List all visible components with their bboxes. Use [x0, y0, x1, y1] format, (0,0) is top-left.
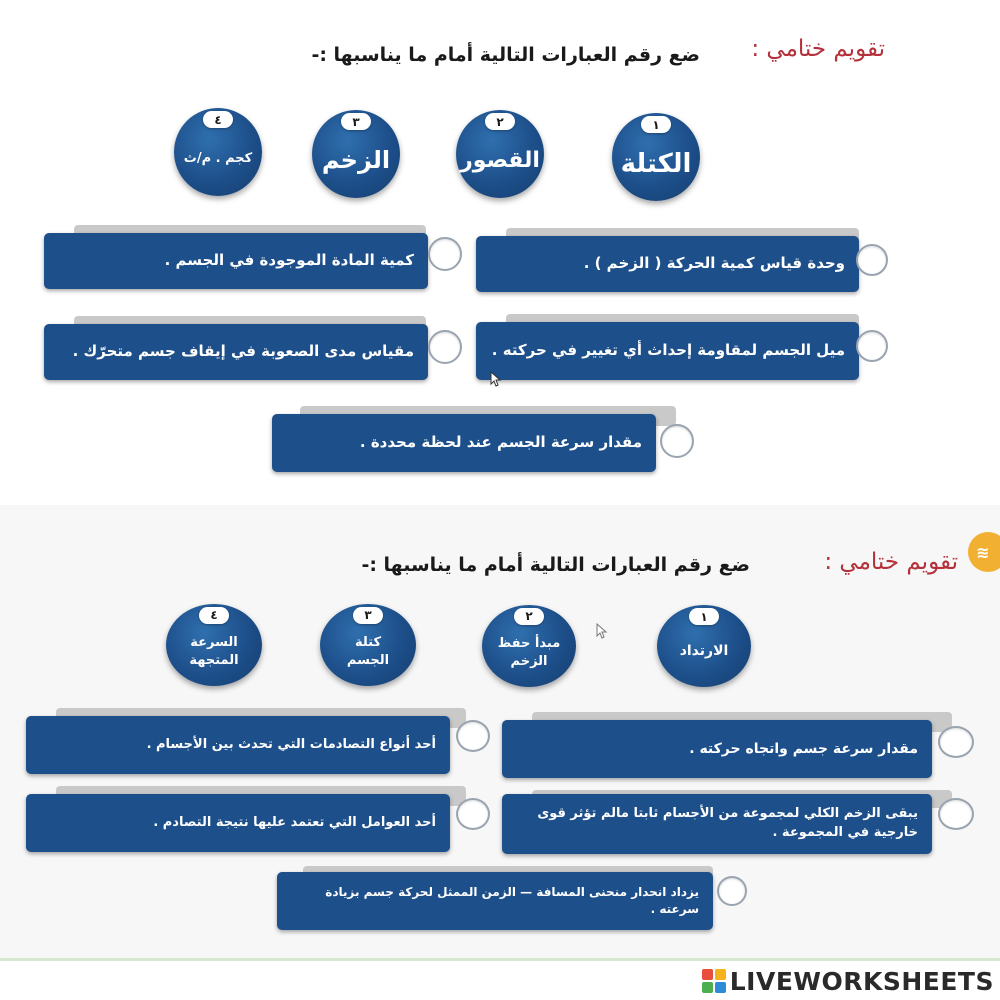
term-label: الزخم	[321, 146, 391, 174]
term-circle-3	[312, 110, 400, 198]
answer-input[interactable]	[938, 726, 974, 758]
section2-label: تقويم ختامي :	[824, 549, 958, 575]
statement-card	[476, 314, 886, 382]
section2-instruction: ضع رقم العبارات التالية أمام ما يناسبها :-	[361, 554, 750, 576]
statement-text: ميل الجسم لمقاومة إحداث أي تغيير في حركته .	[476, 322, 859, 380]
answer-input[interactable]	[938, 798, 974, 830]
statement-card	[26, 786, 492, 854]
answer-input[interactable]	[717, 876, 747, 906]
brand-name: LIVEWORKSHEETS	[729, 966, 994, 996]
term-label: القصور	[460, 147, 540, 173]
statement-card	[502, 712, 978, 780]
term-number-badge: ١	[689, 608, 719, 625]
statement-text: كمية المادة الموجودة في الجسم .	[44, 233, 428, 289]
statement-text: مقدار سرعة جسم واتجاه حركته .	[502, 720, 932, 778]
statement-text: وحدة قياس كمية الحركة ( الزخم ) .	[476, 236, 859, 292]
mouse-cursor-icon	[596, 623, 608, 639]
term-circle-4	[174, 108, 262, 196]
mouse-cursor-icon	[490, 371, 502, 387]
term-number-badge: ٣	[353, 607, 383, 624]
term-label: مبدأ حفظ الزخم	[497, 635, 561, 669]
statement-card	[502, 790, 976, 856]
section1-label: تقويم ختامي :	[751, 36, 885, 62]
term-number-badge: ٣	[341, 113, 371, 130]
statement-card	[44, 225, 464, 291]
statement-card	[272, 406, 698, 474]
liveworksheets-logo	[702, 965, 994, 997]
statement-card	[277, 866, 747, 932]
term-number-badge: ١	[641, 116, 671, 133]
term-circle-1	[657, 605, 751, 687]
answer-input[interactable]	[856, 244, 888, 276]
term-label: السرعة المتجهة	[189, 634, 239, 668]
term-circle-3	[320, 604, 416, 686]
term-number-badge: ٢	[514, 608, 544, 625]
term-number-badge: ٤	[203, 111, 233, 128]
answer-input[interactable]	[456, 720, 490, 752]
term-circle-4	[166, 604, 262, 686]
statement-text: أحد أنواع التصادمات التي تحدث بين الأجسام .	[26, 716, 450, 774]
term-label: الارتداد	[679, 643, 729, 659]
answer-input[interactable]	[856, 330, 888, 362]
statement-card	[44, 316, 464, 382]
statement-text: يبقى الزخم الكلي لمجموعة من الأجسام ثابتا مالم تؤثر قوى خارجية في المجموعة .	[502, 794, 932, 854]
term-number-badge: ٤	[199, 607, 229, 624]
statement-card	[26, 708, 492, 776]
section-ornament-icon: ≋	[968, 532, 1000, 572]
statement-text: أحد العوامل التي تعتمد عليها نتيجة التصادم .	[26, 794, 450, 852]
term-circle-1	[612, 113, 700, 201]
answer-input[interactable]	[428, 330, 462, 364]
term-label: كتلة الجسم	[346, 634, 390, 668]
statement-text: يزداد انحدار منحنى المسافة — الزمن الممثل لحركة جسم بزيادة سرعته .	[277, 872, 713, 930]
term-number-badge: ٢	[485, 113, 515, 130]
statement-text: مقياس مدى الصعوبة في إيقاف جسم متحرّك .	[44, 324, 428, 380]
term-label: كجم . م/ث	[183, 150, 253, 166]
section1-instruction: ضع رقم العبارات التالية أمام ما يناسبها :-	[311, 44, 700, 66]
term-circle-2	[482, 605, 576, 687]
term-circle-2	[456, 110, 544, 198]
answer-input[interactable]	[428, 237, 462, 271]
footer	[0, 961, 1000, 1000]
statement-card	[476, 228, 886, 294]
answer-input[interactable]	[456, 798, 490, 830]
liveworksheets-logo-icon	[702, 969, 726, 993]
answer-input[interactable]	[660, 424, 694, 458]
term-label: الكتلة	[620, 149, 692, 179]
statement-text: مقدار سرعة الجسم عند لحظة محددة .	[272, 414, 656, 472]
